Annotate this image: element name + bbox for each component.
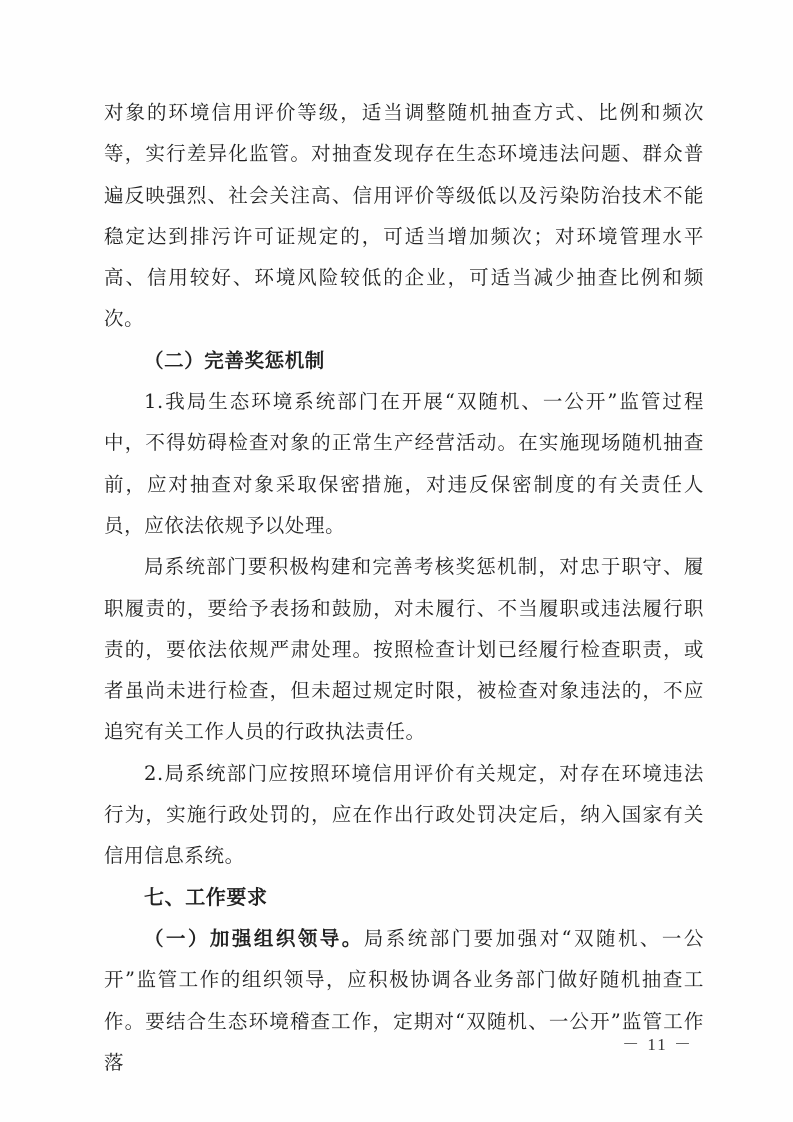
paragraph-credit-system: 2.局系统部门应按照环境信用评价有关规定，对存在环境违法行为，实施行政处罚的，应在作出行政处罚决定后，纳入国家有关信用信息系统。: [104, 761, 704, 868]
subheading-reward-punishment: （二）完善奖惩机制: [144, 348, 325, 372]
page-number: － 11 －: [622, 1035, 693, 1054]
paragraph-organization-leadership: [104, 918, 704, 1083]
document-body: [104, 92, 704, 1083]
paragraph-assessment-mechanism: 局系统部门要积极构建和完善考核奖惩机制，对忠于职守、履职履责的，要给予表扬和鼓励，对未履行、不当履职或违法履行职责的，要依法依规严肃处理。按照检查计划已经履行检查职责，或者虽尚未进行检查，但未超过规定时限，被检查对象违法的，不应追究有关工作人员的行政执法责任。: [104, 555, 704, 744]
leadership-text: 局系统部门要加强对“双随机、一公开”监管工作的组织领导，应积极协调各业务部门做好随机抽查工作。要结合生态环境稽查工作，定期对“双随机、一公开”监管工作落: [104, 926, 704, 1074]
section-heading-work-requirements: 七、工作要求: [144, 884, 268, 909]
inline-heading-leadership: （一）加强组织领导。: [144, 926, 364, 950]
paragraph-differentiated-supervision: 对象的环境信用评价等级，适当调整随机抽查方式、比例和频次等，实行差异化监管。对抽查发现存在生态环境违法问题、群众普遍反映强烈、社会关注高、信用评价等级低以及污染防治技术不能稳定达到排污许可证规定的，可适当增加频次；对环境管理水平高、信用较好、环境风险较低的企业，可适当减少抽查比例和频次。: [104, 101, 704, 331]
paragraph-confidentiality: 1.我局生态环境系统部门在开展“双随机、一公开”监管过程中，不得妨碍检查对象的正常生产经营活动。在实施现场随机抽查前，应对抽查对象采取保密措施，对违反保密制度的有关责任人员，应依法依规予以处理。: [104, 390, 704, 537]
